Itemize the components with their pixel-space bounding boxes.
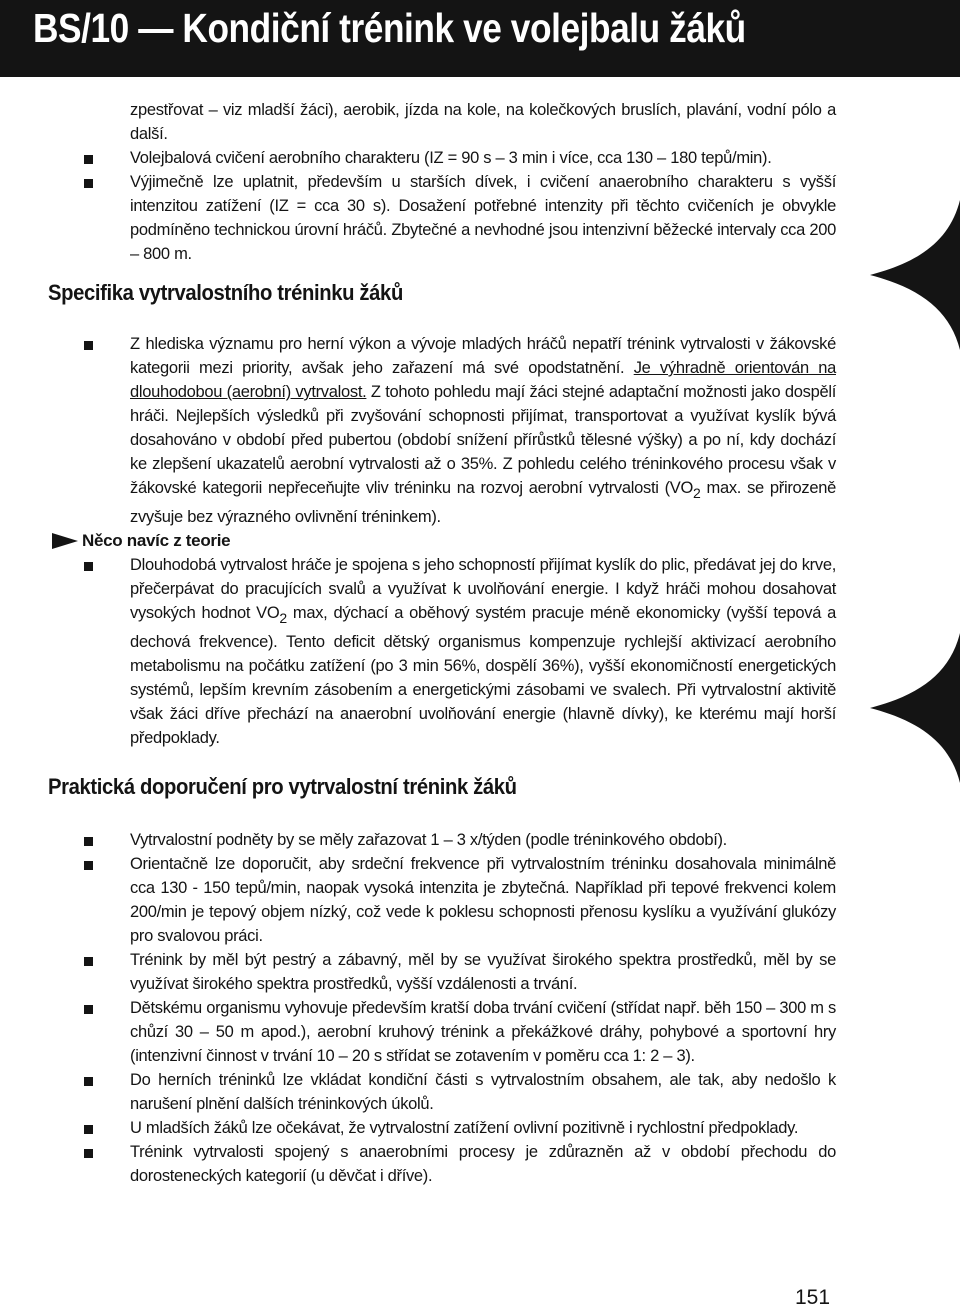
list-item [48, 553, 836, 750]
list-item [48, 852, 836, 948]
list-item-text: Vytrvalostní podněty by se měly zařazovat 1 – 3 x/týden (podle tréninkového období). [130, 831, 727, 849]
subscript: 2 [279, 610, 287, 626]
list-item-text: Orientačně lze doporučit, aby srdeční frekvence při vytrvalostním tréninku dosahovala minimálně cca 130 - 150 tepů/min, naopak vysoká intenzita je zbytečná. Například při tepové frekvenci kolem 200/min je tepový objem nízký, což vede k poklesu schopnosti přenosu kyslíku a využívání glukózy pro svalovou práci. [130, 855, 836, 945]
paragraph-text: max, dýchací a oběhový systém pracuje méně ekonomicky (vyšší tepová a dechová frekvence). Tento deficit dětský organismus kompenzuje rychlejší aktivizací aerobního metabolismu na počátku zatížení (po 3 min 56%, dospělí 36%), vyšší ekonomičností energetických systémů, lepším krevním zásobením a energetickými zásobami ve svalech. Při vytrvalostní aktivitě však žáci dříve přechází na anaerobní uvolňování energie (hlavně dívky), ke kterému mají horší předpoklady. [130, 604, 836, 747]
bullet-square-icon [84, 179, 93, 188]
list-item [48, 948, 836, 996]
page-body [48, 98, 836, 1188]
list-item-text: Trénink vytrvalosti spojený s anaerobními procesy je zdůrazněn až v období přechodu do dorosteneckých kategorií (u děvčat i dříve). [130, 1143, 836, 1185]
bullet-square-icon [84, 1125, 93, 1134]
list-item [48, 1116, 836, 1140]
bullet-square-icon [84, 1149, 93, 1158]
paragraph-text: Z tohoto pohledu mají žáci stejné adaptační možnosti jako dospělí hráči. Nejlepších výsledků při zvyšování schopnosti přijímat, transportovat a využívat kyslík bývá dosahováno v období před pubertou (období snížení přírůstků tělesné výšky) a po ní, kdy dochází ke zlepšení ukazatelů aerobní vytrvalosti až o 35%. Z pohledu celého tréninkového procesu však v žákovské kategorii nepřeceňujte vliv tréninku na rozvoj aerobní vytrvalosti (VO [130, 383, 836, 497]
page-header [0, 0, 960, 77]
section-marker-arrow-icon [870, 633, 960, 783]
bullet-square-icon [84, 1005, 93, 1014]
underlined-text: Je výhradně orientován na dlouhodobou (aerobní) vytrvalost. [130, 359, 836, 401]
list-item-text: Výjimečně lze uplatnit, především u starších dívek, i cvičení anaerobního charakteru s vyšší intenzitou zatížení (IZ = cca 30 s). Dosažení potřebné intenzity při těchto cvičeních je obvykle podmíněno technickou úrovní hráčů. Zbytečné a nevhodné jsou intenzivní běžecké intervaly cca 200 – 800 m. [130, 173, 836, 263]
list-item [48, 1140, 836, 1188]
subscript: 2 [693, 485, 701, 501]
section-heading-specifika: Specifika vytrvalostního tréninku žáků [48, 280, 403, 305]
list-item [48, 170, 836, 266]
bullet-square-icon [84, 861, 93, 870]
list-item [48, 828, 836, 852]
paragraph-text: max. se přirozeně zvyšuje bez výrazného ovlivnění tréninkem). [130, 479, 836, 526]
list-item [48, 146, 836, 170]
bullet-square-icon [84, 957, 93, 966]
paragraph-text: Dlouhodobá vytrvalost hráče je spojena s jeho schopností přijímat kyslík do plic, předávat jej do krve, přečerpávat do pracujících svalů a využívat k uvolňování energie. I když hráči mohou dosahovat vysokých hodnot VO [130, 556, 836, 622]
bullet-square-icon [84, 562, 93, 571]
section-marker-arrow-icon [870, 200, 960, 350]
intro-continuation [48, 98, 836, 146]
list-item-text: Dětskému organismu vyhovuje především kratší doba trvání cvičení (střídat např. běh 150 – 300 m s chůzí 30 – 50 m apod.), aerobní kruhový trénink a překážkové dráhy, pohybové a sportovní hry (intenzivní činnost v trvání 10 – 20 s střídat se zotavením v poměru cca 1: 2 – 3). [130, 999, 836, 1065]
bullet-square-icon [84, 837, 93, 846]
list-item-text: Do herních tréninků lze vkládat kondiční části s vytrvalostním obsahem, ale tak, aby nedošlo k narušení plnění dalších tréninkových úkolů. [130, 1071, 836, 1113]
paragraph-text: zpestřovat – viz mladší žáci), aerobik, jízda na kole, na kolečkových bruslích, plavání, vodní pólo a další. [130, 101, 836, 143]
list-item [48, 1068, 836, 1116]
section-heading-prakticka: Praktická doporučení pro vytrvalostní trénink žáků [48, 774, 517, 799]
bullet-square-icon [84, 1077, 93, 1086]
theory-callout-label [48, 529, 836, 553]
bullet-square-icon [84, 155, 93, 164]
list-item [48, 332, 836, 529]
list-item [48, 996, 836, 1068]
list-item-text: U mladších žáků lze očekávat, že vytrvalostní zatížení ovlivní pozitivně i rychlostní předpoklady. [130, 1119, 799, 1137]
list-item-text: Volejbalová cvičení aerobního charakteru (IZ = 90 s – 3 min i více, cca 130 – 180 tepů/min). [130, 149, 772, 167]
list-item-text: Trénink by měl být pestrý a zábavný, měl by se využívat širokého spektra prostředků, měl by se využívat širokého spektra prostředků, vyšší vzdálenosti a trvání. [130, 951, 836, 993]
bullet-square-icon [84, 341, 93, 350]
triangle-pointer-icon [52, 533, 78, 549]
page-number: 151 [795, 1286, 831, 1309]
page-title: BS/10 — Kondiční trénink ve volejbalu žáků [33, 5, 746, 51]
paragraph-text: Z hlediska významu pro herní výkon a vývoje mladých hráčů nepatří trénink vytrvalosti v žákovské kategorii mezi priority, avšak jeho zařazení má své opodstatnění. [130, 335, 836, 377]
callout-label-text: Něco navíc z teorie [82, 531, 231, 550]
